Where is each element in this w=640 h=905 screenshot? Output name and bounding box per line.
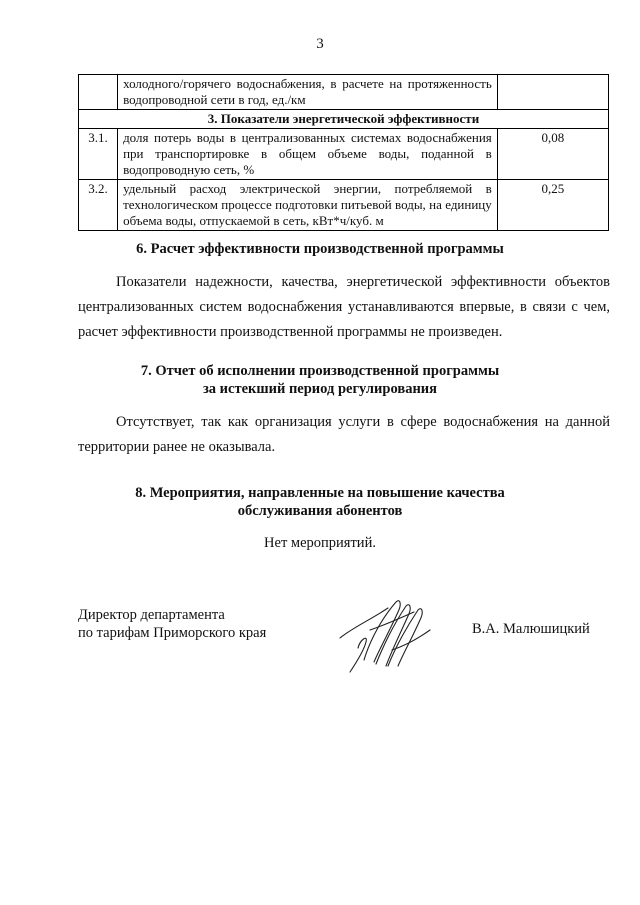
row-text: доля потерь воды в централизованных системах водоснабжения при транспортировке в общем объеме воды, поданной в водопроводную сеть, % xyxy=(118,129,498,180)
page-number: 3 xyxy=(316,36,324,52)
row-value: 0,08 xyxy=(497,129,608,180)
row-number: 3.1. xyxy=(79,129,118,180)
row-value: 0,25 xyxy=(497,180,608,231)
section-6-text xyxy=(78,270,610,345)
handwritten-signature-icon xyxy=(330,590,440,680)
row-text: удельный расход электрической энергии, потребляемой в технологическом процессе подготовки питьевой воды, на единицу объема воды, отпускаемой в сеть, кВт*ч/куб. м xyxy=(118,180,498,231)
table-row xyxy=(79,75,609,110)
indicators-table xyxy=(78,74,609,231)
table-section-title: 3. Показатели энергетической эффективности xyxy=(79,110,609,129)
table-row xyxy=(79,129,609,180)
section-8-text: Нет мероприятий. xyxy=(264,535,376,551)
table-section-row xyxy=(79,110,609,129)
signer-position xyxy=(78,606,266,642)
table-row xyxy=(79,180,609,231)
row-number: 3.2. xyxy=(79,180,118,231)
section-7-text xyxy=(78,410,610,460)
section-8-title-line2: обслуживания абонентов xyxy=(237,503,403,519)
section-7-body: Отсутствует, так как организация услуги в сфере водоснабжения на данной территории ранее не оказывала. xyxy=(78,414,610,455)
signer-position-line1: Директор департамента xyxy=(78,607,225,623)
section-7-title-line2: за истекший период регулирования xyxy=(202,381,438,397)
row-number xyxy=(79,75,118,110)
section-7-title-line1: 7. Отчет об исполнении производственной программы xyxy=(140,363,500,379)
section-8-title xyxy=(0,484,640,520)
section-6-title: 6. Расчет эффективности производственной программы xyxy=(136,241,504,257)
signer-position-line2: по тарифам Приморского края xyxy=(78,625,267,641)
row-value xyxy=(497,75,608,110)
section-7-title xyxy=(0,362,640,398)
section-8-title-line1: 8. Мероприятия, направленные на повышение качества xyxy=(135,485,505,501)
section-6-body: Показатели надежности, качества, энергетической эффективности объектов централизованных систем водоснабжения устанавливаются впервые, в связи с чем, расчет эффективности производственной программы не произведен. xyxy=(78,274,610,340)
signer-name: В.А. Малюшицкий xyxy=(472,621,590,637)
row-text: холодного/горячего водоснабжения, в расчете на протяженность водопроводной сети в год, ед./км xyxy=(118,75,498,110)
